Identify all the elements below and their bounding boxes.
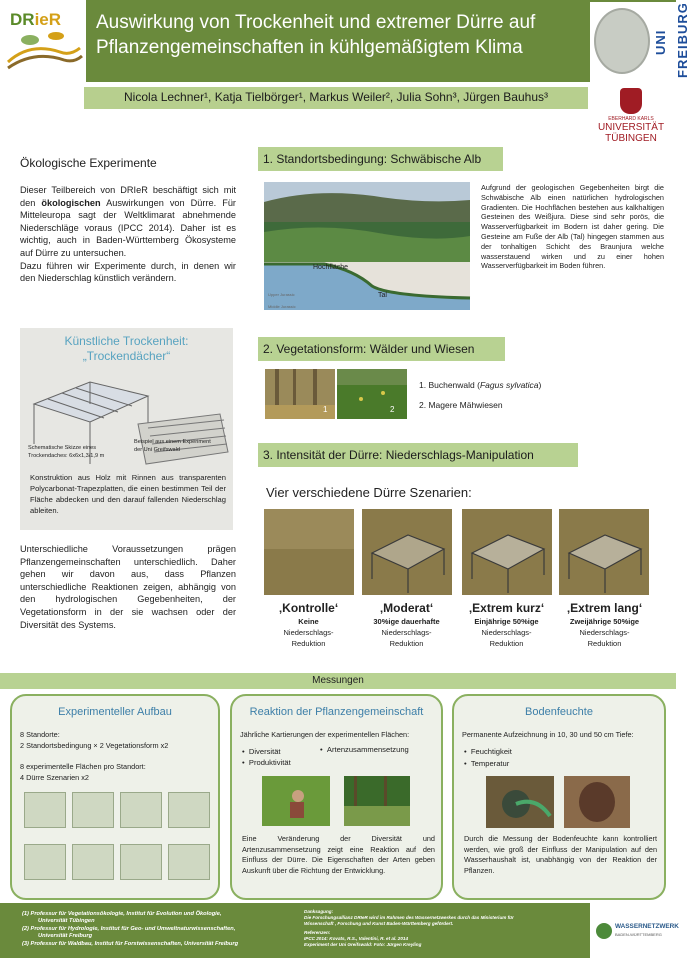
plot-thumbnail — [120, 844, 162, 880]
drier-logo-text: DRieR — [10, 10, 62, 29]
vegetation-item-2: 2. Magere Mähwiesen — [419, 400, 503, 410]
experimental-setup-title: Experimenteller Aufbau — [58, 706, 172, 718]
uni-freiburg-logo — [590, 2, 690, 82]
trockendach-panel — [20, 328, 233, 530]
experimental-setup-box: Experimenteller Aufbau 8 Standorte: 2 Standortsbedingung × 2 Vegetationsform x2 8 experimentelle Flächen pro Standort: 4 Dürre Szenarien x2 — [10, 694, 220, 900]
construction-text: Konstruktion aus Holz mit Rinnen aus transparenten Polycarbonat-Trapezplatten, die einen bestimmen Teil der Fläche abdecken und den darauf fallenden Niederschlag ableiten. — [30, 473, 226, 515]
schema-caption: Schematische Skizze eines Trockendaches: 6x6x1,3/1,9 m — [28, 445, 105, 459]
plant-community-title: Reaktion der Pflanzengemeinschaft — [249, 706, 424, 718]
scenario-moderate-label: ‚Moderat‘ 30%ige dauerhafte Niederschlags- Reduktion — [373, 601, 440, 648]
scenario-extreme-short-label: ‚Extrem kurz‘ Einjährige 50%ige Niederschlags- Reduktion — [468, 601, 545, 648]
alb-landscape-image — [264, 182, 470, 310]
forest-plot-photo — [344, 776, 410, 826]
label-upper-jurassic: Upper Jurassic — [268, 292, 295, 297]
plot-grid — [24, 792, 210, 888]
scenario-extreme-short-image — [462, 509, 552, 595]
uni-tuebingen-logo: EBERHARD KARLS UNIVERSITÄT TÜBINGEN — [586, 86, 676, 156]
section2-heading: 2. Vegetationsform: Wälder und Wiesen — [258, 337, 505, 361]
vegetation-photos — [265, 369, 407, 419]
sensor-photo — [486, 776, 554, 828]
freiburg-logo-text: UNI FREIBURG — [650, 6, 672, 78]
messungen-bar: Messungen — [0, 673, 676, 689]
plot-thumbnail — [120, 792, 162, 828]
wassernetzwerk-logo: WASSERNETZWERK BADEN-WÜRTTEMBERG — [590, 903, 676, 958]
plant-community-box: Reaktion der Pflanzengemeinschaft Jährliche Kartierungen der experimentellen Flächen: • Diversität • Produktivität • Artenzusammensetzung Eine Veränderung der Diversität und Artenzusammensetzung zeigt eine Reaktion auf den Einfluss der Dürre. Die Eigenschaften der Arten geben Auskunft über die Richtung der Entwicklung. — [230, 694, 443, 900]
veg-image-label-2: 2 — [390, 405, 395, 414]
veg-image-label-1: 1 — [323, 405, 328, 414]
plot-thumbnail — [72, 844, 114, 880]
scenario-extreme-long-image — [559, 509, 649, 595]
plot-thumbnail — [72, 792, 114, 828]
plot-thumbnail — [24, 844, 66, 880]
plot-thumbnail — [168, 792, 210, 828]
author-bar — [84, 87, 588, 109]
label-hochflaeche: Hochfläche — [313, 264, 349, 271]
soil-moisture-title: Bodenfeuchte — [525, 706, 593, 718]
scenario-moderate-image — [362, 509, 452, 595]
water-drop-icon — [596, 923, 612, 939]
footer-bar — [0, 903, 679, 958]
affiliations: (1) Professur für Vegetationsökologie, Institut für Evolution und Ökologie, Universität Tübingen (2) Professur für Hydrologie, Institut für Geo- und Umweltnaturwissenschaften, Universität Freiburg (3) Professur für Waldbau, Institut für Forstwissenschaften, Universität Freiburg — [22, 911, 239, 947]
freiburg-seal-icon — [594, 8, 650, 74]
plot-thumbnail — [24, 792, 66, 828]
label-tal: Tal — [378, 292, 387, 299]
soil-pit-photo — [564, 776, 630, 828]
soil-moisture-box: Bodenfeuchte Permanente Aufzeichnung in 10, 30 und 50 cm Tiefe: • Feuchtigkeit • Temperatur Durch die Messung der Bodenfeuchte kann kontrolliert werden, wie groß der Einfluss der Manipulation auf den Wasserhaushalt ist, unabhängig von der Reaktion der Pflanzen. — [452, 694, 666, 900]
section1-heading: 1. Standortsbedingung: Schwäbische Alb — [258, 147, 503, 171]
drier-logo — [0, 0, 86, 82]
plot-thumbnail — [168, 844, 210, 880]
label-middle-jurassic: Middle Jurassic — [268, 304, 296, 309]
tuebingen-emblem-icon — [620, 88, 642, 114]
example-caption: Beispiel aus einem Experiment der Uni Greifswald — [134, 439, 211, 453]
scenario-control-image — [264, 509, 354, 595]
acknowledgements: Danksagung: Die Forschungsallianz DRIeR wird im Rahmen des Wassernetzwerkes durch das Ministerium für Wissenschaft , Forschung und Kunst Baden-Württemberg gefördert. Referenzen: IPCC 2014: Kovats, R.S., Valentini, R. et al. 2014 Experiment der Uni Greifswald: Foto: Jürgen Kreyling — [304, 909, 514, 948]
header-bar — [0, 0, 690, 82]
author-list: Nicola Lechner¹, Katja Tielbörger¹, Markus Weiler², Julia Sohn³, Jürgen Bauhus³ — [124, 90, 548, 104]
trockendach-title: Künstliche Trockenheit: „Trockendächer“ — [64, 334, 189, 363]
vegetation-item-1: 1. Buchenwald (Fagus sylvatica) — [419, 380, 542, 390]
vegetation-list — [419, 375, 541, 415]
scenario-control-label: ‚Kontrolle‘ Keine Niederschlags- Reduktion — [278, 601, 339, 648]
scenarios-subtitle: Vier verschiedene Dürre Szenarien: — [266, 485, 472, 500]
section1-text: Aufgrund der geologischen Gegebenheiten birgt die Schwäbische Alb einen natürlichen hydrologischen Gradienten. Die Hochflächen bestehen aus kalkhaltigen Gesteinen des Weißjura. Diese sind sehr porös, die Wasserverfügbarkeit im Bodern ist daher gering. Die Gesteine am Fuße der Alb (Tal) hingegen stammen aus der tonhaltigen Schicht des Braunjura welche wasserstauend wirken und zu einer hohen Wasserverfügbarkeit im Boden führen. — [481, 183, 664, 271]
field-work-photo — [262, 776, 330, 826]
intro-paragraph: Dieser Teilbereich von DRIeR beschäftigt sich mit den ökologischen Auswirkungen von Dürre. Für Mitteleuropa sagt der Weltklimarat abnehmende Niederschläge voraus (IPCC 2014). Daher ist es wichtig, auch in Baden-Württemberg Ökosysteme auf Dürre zu untersuchen. Dazu führen wir Experimente durch, in denen wir den Niederschlag künstlich verändern. — [20, 185, 236, 284]
poster-title: Auswirkung von Trockenheit und extremer Dürre auf Pflanzengemeinschaften in kühlgemäßigtem Klima — [96, 12, 536, 58]
hypothesis-paragraph: Unterschiedliche Voraussetzungen prägen Pflanzengemeinschaften unterschiedlich. Daher gehen wir davon aus, dass Pflanzen unterschiedliche Reaktionen zeigen, abhängig von den hydrologischen Gegebenheiten, der Vegetationsform in der sie wachsen oder der Diversität des Systems. — [20, 544, 236, 630]
section3-heading: 3. Intensität der Dürre: Niederschlags-Manipulation — [258, 443, 578, 467]
left-heading: Ökologische Experimente — [20, 156, 157, 170]
scenario-extreme-long-label: ‚Extrem lang‘ Zweijährige 50%ige Niederschlags- Reduktion — [566, 601, 643, 648]
